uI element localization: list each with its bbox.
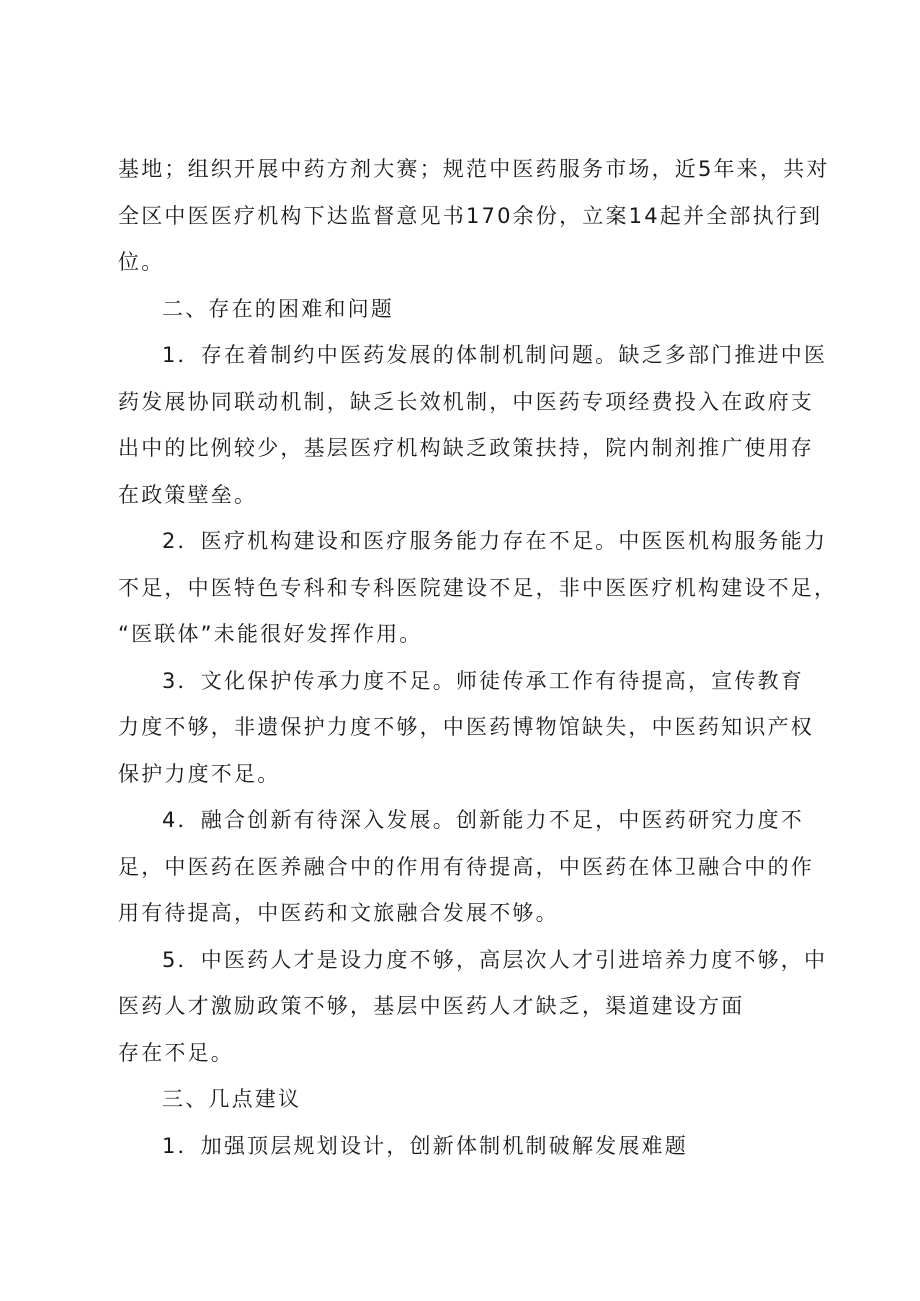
paragraph-start: 5．中医药人才是设力度不够，高层次人才引进培养力度不够，中 (162, 947, 828, 972)
section-heading: 二、存在的困难和问题 (162, 296, 394, 321)
text-line: 基地；组织开展中药方剂大赛；规范中医药服务市场，近5年来，共对 (118, 157, 830, 181)
text-line: “医联体”未能很好发挥作用。 (118, 622, 423, 646)
paragraph-start: 4．融合创新有待深入发展。创新能力不足，中医药研究力度不 (162, 808, 804, 832)
text-line: 用有待提高，中医药和文旅融合发展不够。 (118, 901, 559, 925)
text-line: 在政策壁垒。 (118, 482, 258, 507)
text-line: 药发展协同联动机制，缺乏长效机制，中医药专项经费投入在政府支 (118, 389, 814, 414)
text-line: 存在不足。 (118, 1040, 234, 1065)
text-line: 保护力度不足。 (118, 761, 281, 786)
text-line: 位。 (118, 250, 165, 274)
text-line: 医药人才激励政策不够，基层中医药人才缺乏，渠道建设方面 (118, 994, 745, 1018)
text-line: 出中的比例较少，基层医疗机构缺乏政策扶持，院内制剂推广使用存 (118, 436, 814, 460)
paragraph-start: 2．医疗机构建设和医疗服务能力存在不足。中医医机构服务能力 (162, 529, 828, 553)
text-line: 不足，中医特色专科和专科医院建设不足，非中医医疗机构建设不足， (118, 575, 838, 600)
text-line: 足，中医药在医养融合中的作用有待提高，中医药在体卫融合中的作 (118, 854, 814, 879)
paragraph-start: 1．加强顶层规划设计，创新体制机制破解发展难题 (162, 1133, 688, 1158)
text-line: 力度不够，非遗保护力度不够，中医药博物馆缺失，中医药知识产权 (118, 715, 814, 739)
paragraph-start: 1．存在着制约中医药发展的体制机制问题。缺乏多部门推进中医 (162, 343, 828, 367)
document-body (118, 146, 838, 1169)
text-line: 全区中医医疗机构下达监督意见书170余份，立案14起并全部执行到 (118, 203, 823, 228)
section-heading: 三、几点建议 (162, 1087, 302, 1111)
paragraph-start: 3．文化保护传承力度不足。师徒传承工作有待提高，宣传教育 (162, 668, 804, 693)
